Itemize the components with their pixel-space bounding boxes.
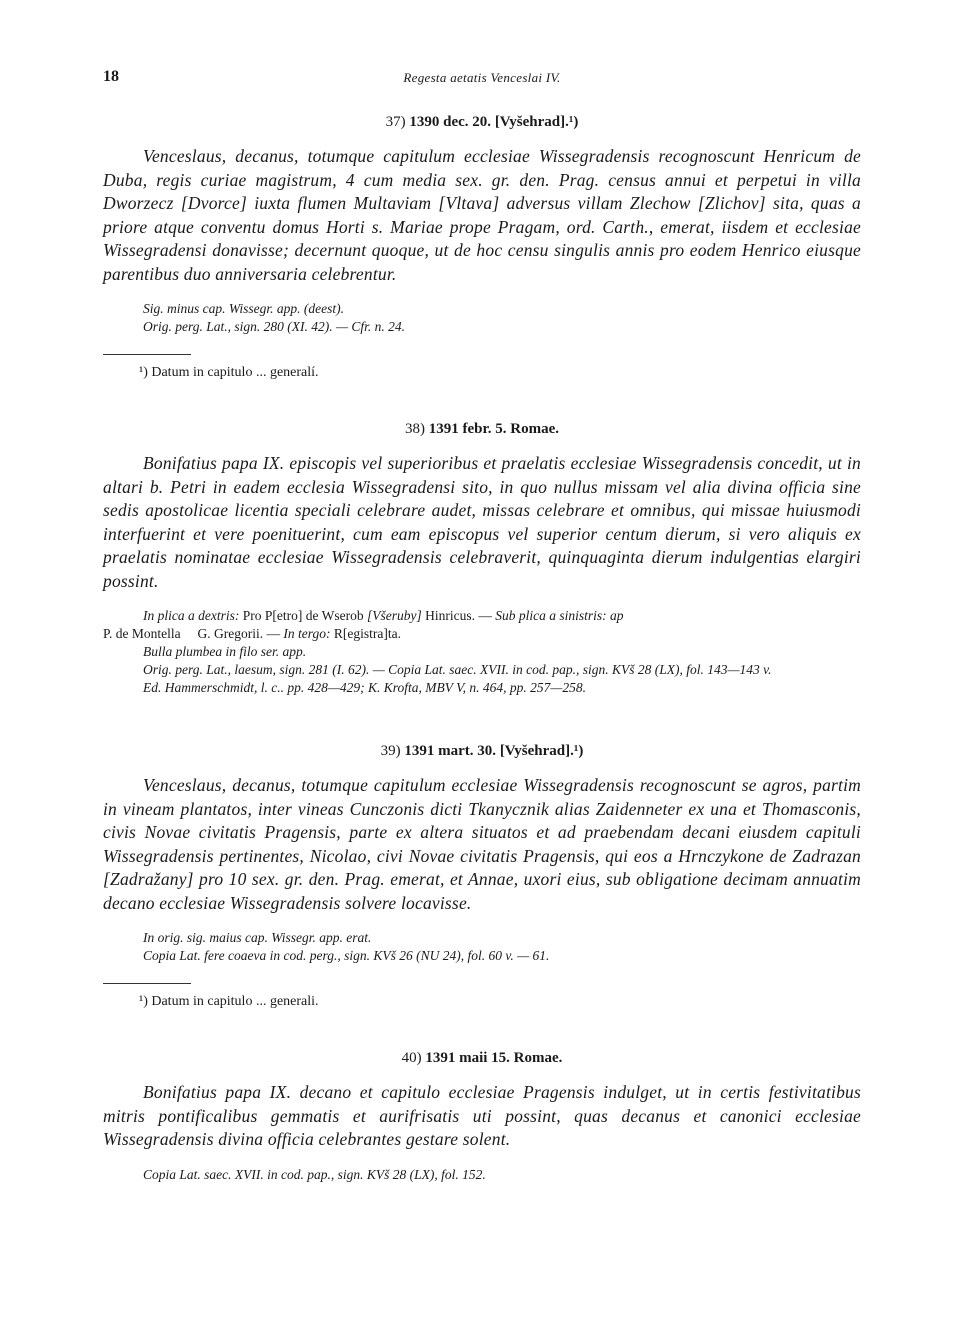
footnote-rule: [103, 354, 191, 355]
page-number: 18: [103, 68, 119, 85]
entry-number: 38): [404, 421, 425, 437]
note-line: Bulla plumbea in filo ser. app.: [143, 644, 307, 659]
entry-regest: Venceslaus, decanus, totumque capitulum ecclesiae Wissegradensis recognoscunt Henricum de Duba, regis curiae magistrum, 4 cum media sex. gr. den. Prag. census annui et perpetui in villa Dworzecz [Dvorce] iuxta flumen Multaviam [Vltava] adversus villam Zlechow [Zlichov] sita, quas a priore atque conventu domus Horti s. Mariae prope Pragam, ord. Carth., emerat, iisdem et ecclesiae Wissegradensi donavisse; decernunt quoque, ut de hoc censu singulis annis pro eodem Henrico eiusque parentibus duo anniversaria celebrentur.: [103, 146, 861, 284]
entry-regest: Venceslaus, decanus, totumque capitulum ecclesiae Wissegradensis recognoscunt se agros, partim in vineam plantatos, inter vineas Cunczonis dicti Tkanycznik alias Zaidenneter ex una et Thomasconis, civis Novae civitatis Pragensis, parte ex altera situatos et ad praebendam decani eiusdem capituli Wissegradensis pertinentes, Nicolao, civi Novae civitatis Pragensis, qui eos a Hrnczykone de Zadrazan [Zadražany] pro 10 sex. gr. den. Prag. emerat, et Annae, uxori eius, sub obligatione decimam annuatim decano ecclesiae Wissegradensis solvere locavisse.: [103, 775, 861, 913]
entry-38: [103, 421, 861, 697]
entry-place: Romae.: [510, 421, 560, 437]
entry-heading: [103, 421, 861, 438]
entry-date: 1391 maii 15.: [425, 1050, 510, 1066]
entry-notes: [103, 300, 861, 336]
plica-line-2: P. de Montella G. Gregorii. — In tergo: R[egistra]ta.: [103, 626, 401, 641]
entry-date: 1390 dec. 20.: [409, 114, 492, 130]
entry-place: [Vyšehrad].¹): [494, 114, 579, 130]
entry-place: Romae.: [513, 1050, 563, 1066]
entry-notes: [103, 1166, 861, 1184]
footnote: ¹) Datum in capitulo ... generalí.: [139, 365, 319, 380]
note-line: Orig. perg. Lat., laesum, sign. 281 (I. 62). — Copia Lat. saec. XVII. in cod. pap., sign. KVš 28 (LX), fol. 143—143 v.: [143, 662, 772, 677]
entry-date: 1391 mart. 30.: [404, 743, 497, 759]
note-line: Ed. Hammerschmidt, l. c.. pp. 428—429; K. Krofta, MBV V, n. 464, pp. 257—258.: [143, 680, 586, 695]
entry-heading: [103, 1050, 861, 1067]
page-header: [103, 64, 861, 92]
footnote-rule: [103, 983, 191, 984]
entry-notes: [103, 929, 861, 965]
entry-heading: [103, 743, 861, 760]
note-line: Copia Lat. saec. XVII. in cod. pap., sign. KVš 28 (LX), fol. 152.: [143, 1166, 486, 1182]
footnote: ¹) Datum in capitulo ... generali.: [139, 994, 319, 1009]
running-title: Regesta aetatis Venceslai IV.: [403, 70, 561, 85]
entry-regest: Bonifatius papa IX. episcopis vel superioribus et praelatis ecclesiae Wissegradensis concedit, ut in altari b. Petri in eadem ecclesia Wissegradensi sito, in quo nullus missam vel alia divina officia sine sedis apostolicae licentia speciali celebrare audet, missas celebrare et omnibus, qui missae huiusmodi interfuerint et vere poenituerint, cum eam episcopus vel superior centum dierum, si vero aliquis ex praelatis nominatae ecclesiae Wissegradensis celebraverit, quinquaginta dierum indulgentias elargiri possint.: [103, 453, 861, 591]
entry-heading: [103, 114, 861, 131]
entry-39: [103, 743, 861, 1010]
entry-number: 39): [380, 743, 401, 759]
entry-regest: Bonifatius papa IX. decano et capitulo ecclesiae Pragensis indulget, ut in certis festivitatibus mitris pontificalibus gemmatis et aurifrisatis uti possint, quas decanus et canonici ecclesiae Wissegradensis divina officia celebrantes gestare solent.: [103, 1082, 861, 1149]
note-line: Orig. perg. Lat., sign. 280 (XI. 42). — Cfr. n. 24.: [143, 319, 406, 334]
entry-date: 1391 febr. 5.: [428, 421, 507, 437]
entry-notes: [103, 607, 861, 697]
entry-place: [Vyšehrad].¹): [499, 743, 584, 759]
document-page: [103, 64, 861, 1184]
entry-number: 37): [385, 114, 406, 130]
note-line: In orig. sig. maius cap. Wissegr. app. erat.: [143, 930, 372, 945]
entry-37: [103, 114, 861, 381]
entry-40: [103, 1050, 861, 1184]
note-line: Copia Lat. fere coaeva in cod. perg., sign. KVš 26 (NU 24), fol. 60 v. — 61.: [143, 948, 550, 963]
plica-line-1: In plica a dextris: Pro P[etro] de Wserob [Všeruby] Hinricus. — Sub plica a sinistris: ap: [143, 608, 624, 623]
entry-number: 40): [401, 1050, 422, 1066]
note-line: Sig. minus cap. Wissegr. app. (deest).: [143, 301, 344, 316]
